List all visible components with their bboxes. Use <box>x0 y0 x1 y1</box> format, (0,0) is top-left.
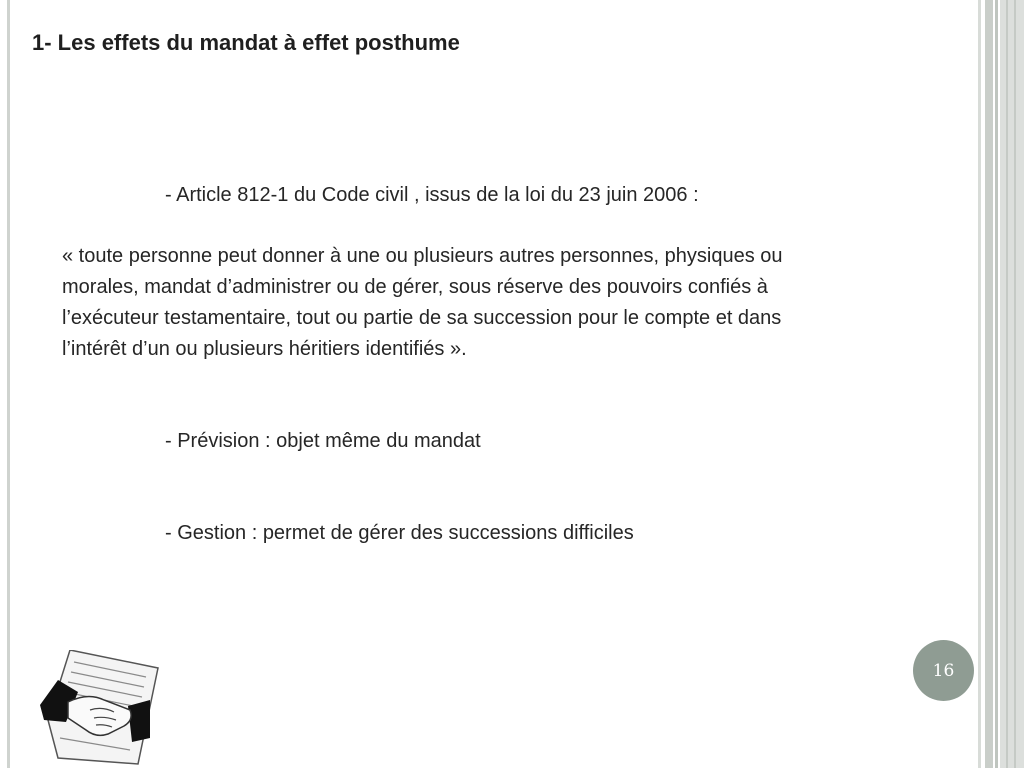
quote-line: « toute personne peut donner à une ou plusieurs autres personnes, physiques ou <box>62 245 783 267</box>
page-number-badge: 16 <box>913 640 974 701</box>
article-heading: - Article 812-1 du Code civil , issus de la loi du 23 juin 2006 : <box>165 184 699 206</box>
bullet-prevision: - Prévision : objet même du mandat <box>165 430 481 452</box>
slide-left-border <box>7 0 10 768</box>
slide-right-border <box>978 0 981 768</box>
slide-title: 1- Les effets du mandat à effet posthume <box>32 30 460 55</box>
article-quote <box>62 241 942 365</box>
slide-right-border <box>1006 0 1008 768</box>
slide-right-border <box>1014 0 1016 768</box>
slide-right-border <box>995 0 998 768</box>
quote-line: l’intérêt d’un ou plusieurs héritiers identifiés ». <box>62 338 467 360</box>
handshake-contract-icon <box>38 650 163 771</box>
bullet-gestion: - Gestion : permet de gérer des successions difficiles <box>165 522 634 544</box>
slide-right-border <box>1000 0 1024 768</box>
quote-line: l’exécuteur testamentaire, tout ou partie de sa succession pour le compte et dans <box>62 307 782 329</box>
slide-right-border <box>985 0 993 768</box>
quote-line: morales, mandat d’administrer ou de gérer, sous réserve des pouvoirs confiés à <box>62 276 768 298</box>
